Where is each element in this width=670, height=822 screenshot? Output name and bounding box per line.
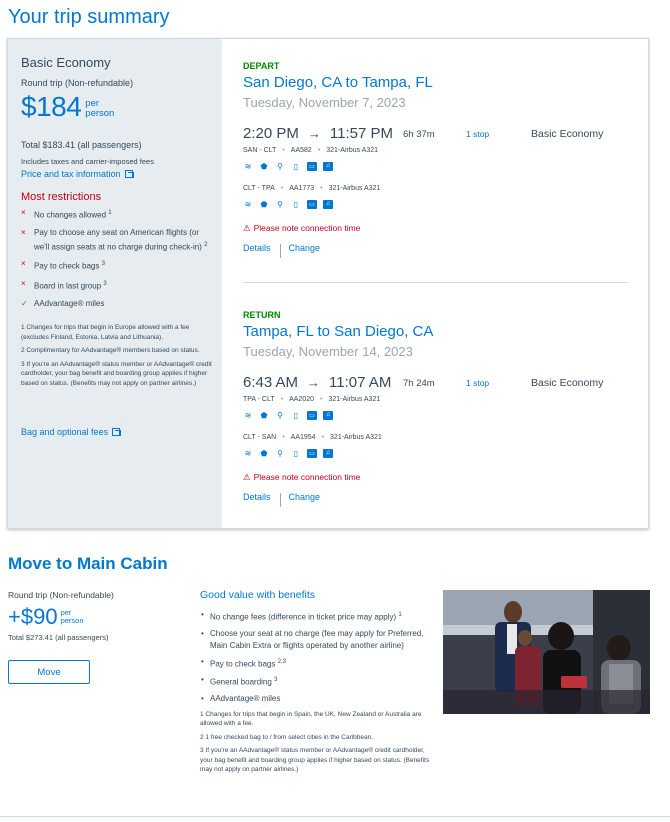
footnote: 1 Changes for trips that begin in Spain, the UK, New Zealand or Australia are allowed with a fee.	[200, 710, 422, 728]
page-title: Your trip summary	[8, 6, 170, 28]
restriction-item	[21, 298, 216, 310]
cabin-class: Basic Economy	[531, 128, 604, 140]
app-icon: ♫	[323, 200, 333, 209]
benefit-item	[200, 628, 435, 652]
person-label: person	[85, 108, 115, 119]
power-outlet-icon: ⚲	[277, 199, 283, 209]
entertainment-icon: ▭	[307, 411, 317, 420]
x-icon: ×	[21, 227, 26, 237]
restriction-label: Pay to choose any seat on American flights (or we'll assign seats at no charge during check-in)	[34, 227, 202, 252]
benefit-item	[200, 693, 435, 705]
footnote: 2 Complimentary for AAdvantage® members based on status.	[21, 347, 200, 354]
amenities-row	[243, 199, 633, 209]
fare-name: Basic Economy	[21, 55, 111, 70]
power-outlet-icon: ⚲	[277, 410, 283, 420]
segment-date: Tuesday, November 7, 2023	[243, 95, 406, 110]
restriction-item	[21, 278, 216, 293]
price-tax-link[interactable]	[21, 169, 133, 179]
separator-dot: •	[280, 396, 284, 403]
duration: 6h 37m	[403, 129, 435, 140]
aircraft: 321-Airbus A321	[326, 147, 379, 154]
separator-dot: •	[320, 185, 323, 192]
bag-fees-link-label[interactable]: Bag and optional fees	[21, 427, 109, 437]
upsell-footnotes	[200, 710, 435, 775]
warning-text: Please note connection time	[253, 223, 361, 233]
bag-fees-link[interactable]	[21, 427, 120, 437]
x-icon: ×	[21, 278, 26, 288]
segment-times	[243, 374, 633, 394]
change-link[interactable]: Change	[288, 243, 321, 253]
stops-link[interactable]: 1 stop	[466, 129, 490, 139]
flight-number: AA582	[290, 147, 312, 154]
entertainment-icon: ▭	[307, 449, 317, 458]
restriction-item	[21, 207, 216, 222]
phone-icon: ▯	[293, 410, 299, 420]
footnote: 1 Changes for trips that begin in Europe allowed with a fee (excludes Finland, Estonia, Latvia and Lithuania).	[21, 324, 190, 341]
arrive-time: 11:57 PM	[329, 125, 393, 142]
upsell-title: Move to Main Cabin	[8, 554, 168, 573]
segment-divider	[243, 282, 628, 283]
benefit-text: Choose your seat at no charge (fee may apply for Preferred, Main Cabin Extra or flights operated by another airline)	[210, 628, 424, 650]
segment-label: RETURN	[243, 310, 281, 320]
power-outlet-icon: ⚲	[277, 448, 283, 458]
cabin-class: Basic Economy	[531, 377, 604, 389]
shield-icon: ⬟	[260, 410, 268, 420]
footnote: 3 If you're an AAdvantage® status member or AAdvantage® credit cardholder, your bag benefit and boarding group applies if higher based on status. (Benefits may not apply on partner airlines.)	[21, 360, 212, 387]
fare-type: Round trip (Non-refundable)	[21, 78, 134, 88]
flight-route: CLT - TPA	[243, 185, 275, 192]
depart-time: 2:20 PM	[243, 125, 299, 142]
benefit-text: Pay to check bags	[210, 659, 276, 669]
restriction-text	[34, 207, 112, 222]
stops-link[interactable]: 1 stop	[466, 378, 490, 388]
footnote-ref: 1	[398, 612, 402, 618]
flight-route: SAN - CLT	[243, 147, 277, 154]
phone-icon: ▯	[293, 448, 299, 458]
currency-symbol: $	[21, 91, 37, 122]
cabin-photo	[443, 590, 650, 714]
amenities-row	[243, 410, 633, 420]
restriction-item	[21, 258, 216, 273]
footnote-ref: 3	[101, 261, 105, 268]
benefit-text: General boarding	[210, 677, 272, 687]
price-tax-link-label[interactable]: Price and tax information	[21, 169, 121, 179]
connection-warning	[243, 472, 633, 483]
plus-sign: +	[8, 604, 21, 629]
footnote: 2 1 free checked bag to / from select cities in the Caribbean.	[200, 733, 374, 741]
warning-icon: ⚠	[243, 223, 251, 233]
arrive-time: 11:07 AM	[329, 374, 392, 391]
amenities-row	[243, 448, 633, 458]
arrow-right-icon: →	[307, 126, 321, 141]
restriction-label: Pay to check bags	[34, 261, 100, 271]
fare-panel	[8, 39, 222, 528]
flight-info	[243, 434, 633, 441]
wifi-icon: ≋	[244, 410, 252, 420]
flight-number: AA1773	[289, 185, 315, 192]
upsell-total: Total $273.41 (all passengers)	[8, 633, 109, 642]
restrictions-title: Most restrictions	[21, 191, 102, 203]
flight-info	[243, 147, 633, 154]
upsell-price	[8, 604, 84, 630]
restriction-text	[34, 227, 216, 254]
restriction-text	[34, 278, 107, 293]
per-label: per	[60, 608, 72, 617]
person-label: person	[60, 616, 84, 625]
benefits-list	[200, 609, 435, 705]
fare-footnotes	[21, 323, 216, 392]
separator-dot: •	[317, 147, 321, 154]
phone-icon: ▯	[293, 161, 299, 171]
cabin-photo-illustration	[443, 590, 650, 714]
benefit-item	[200, 609, 435, 624]
benefits-section	[200, 589, 435, 779]
currency-symbol: $	[20, 604, 34, 629]
aircraft: 321-Airbus A321	[328, 396, 381, 403]
wifi-icon: ≋	[244, 448, 252, 458]
separator-dot: •	[321, 434, 325, 441]
per-label: per	[85, 98, 100, 109]
benefit-item	[200, 674, 435, 689]
arrow-right-icon: →	[307, 375, 321, 390]
footnote-ref: 2	[204, 241, 208, 248]
benefit-text: No change fees (difference in ticket price may apply)	[210, 612, 397, 622]
flight-route: CLT - SAN	[243, 434, 277, 441]
aircraft: 321-Airbus A321	[328, 185, 381, 192]
details-link[interactable]: Details	[243, 492, 271, 502]
benefit-text: AAdvantage® miles	[210, 693, 281, 703]
price-amount: 184	[36, 91, 82, 122]
external-link-icon	[112, 428, 120, 436]
app-icon: ♫	[323, 449, 333, 458]
segment-label: DEPART	[243, 61, 280, 71]
warning-icon: ⚠	[243, 472, 251, 482]
separator-dot: •	[282, 147, 285, 154]
flight-info	[243, 185, 633, 192]
wifi-icon: ≋	[244, 199, 252, 209]
details-link[interactable]: Details	[243, 243, 271, 253]
segment-actions	[243, 490, 633, 504]
shield-icon: ⬟	[260, 161, 268, 171]
bottom-divider	[0, 816, 670, 817]
separator-dot: •	[280, 185, 284, 192]
move-button[interactable]: Move	[8, 660, 90, 684]
footnote-ref: 3	[274, 677, 278, 684]
footnote-ref: 2,3	[277, 658, 286, 665]
restriction-label: No changes allowed	[34, 210, 107, 220]
flight-info	[243, 396, 633, 403]
segment-times	[243, 125, 633, 145]
restriction-text	[34, 298, 104, 310]
restriction-label: Board in last group	[34, 281, 102, 291]
app-icon: ♫	[323, 411, 333, 420]
aircraft: 321-Airbus A321	[330, 434, 382, 441]
benefits-title: Good value with benefits	[200, 589, 315, 601]
footnote-ref: 3	[103, 280, 107, 287]
separator-dot: •	[320, 396, 323, 403]
action-divider	[280, 493, 281, 507]
amenities-row	[243, 161, 633, 171]
footnote-ref: 1	[108, 210, 112, 216]
external-link-icon	[125, 170, 133, 178]
warning-text: Please note connection time	[253, 472, 361, 482]
duration: 7h 24m	[403, 378, 435, 389]
connection-warning	[243, 223, 633, 234]
segment-date: Tuesday, November 14, 2023	[243, 344, 413, 359]
depart-time: 6:43 AM	[243, 374, 299, 391]
change-link[interactable]: Change	[288, 492, 321, 502]
segment-route: San Diego, CA to Tampa, FL	[243, 74, 433, 91]
restriction-text	[34, 258, 105, 273]
flight-number: AA1954	[290, 434, 316, 441]
check-icon: ✓	[21, 298, 28, 308]
shield-icon: ⬟	[260, 199, 268, 209]
flight-route: TPA - CLT	[243, 396, 275, 403]
upsell-fare-type: Round trip (Non-refundable)	[8, 590, 114, 600]
taxes-note: Includes taxes and carrier-imposed fees	[21, 157, 154, 166]
phone-icon: ▯	[293, 199, 299, 209]
shield-icon: ⬟	[260, 448, 268, 458]
segment-route: Tampa, FL to San Diego, CA	[243, 323, 434, 340]
action-divider	[280, 244, 281, 258]
footnote: 3 If you're an AAdvantage® status member or AAdvantage® credit cardholder, your bag benefit and boarding group applies if higher based on status. (Benefits may not apply on partner airlines.)	[200, 747, 430, 774]
benefit-item	[200, 656, 435, 671]
x-icon: ×	[21, 259, 26, 269]
x-icon: ×	[21, 208, 26, 217]
power-outlet-icon: ⚲	[277, 161, 283, 171]
upsell-price-amount: 90	[33, 604, 58, 629]
flight-number: AA2020	[289, 396, 315, 403]
return-segment	[243, 310, 633, 504]
trip-summary-card	[7, 38, 649, 529]
entertainment-icon: ▭	[307, 200, 317, 209]
separator-dot: •	[282, 434, 285, 441]
restriction-item	[21, 227, 216, 254]
fare-total: Total $183.41 (all passengers)	[21, 140, 142, 150]
entertainment-icon: ▭	[307, 162, 317, 171]
restrictions-list	[21, 207, 216, 315]
depart-segment	[243, 61, 633, 255]
fare-price	[21, 91, 114, 123]
segment-actions	[243, 241, 633, 255]
restriction-label: AAdvantage® miles	[34, 298, 105, 308]
app-icon: ♫	[323, 162, 333, 171]
wifi-icon: ≋	[244, 161, 252, 171]
